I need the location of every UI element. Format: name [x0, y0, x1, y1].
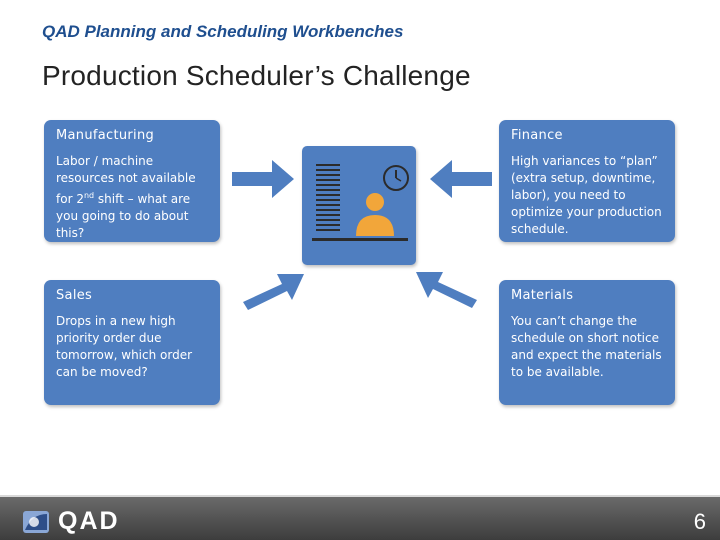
arrow-up-right-icon [240, 264, 306, 312]
finance-body: High variances to “plan” (extra setup, downtime, labor), you need to optimize your production schedule. [511, 154, 662, 236]
qad-logo-text: QAD [58, 507, 120, 535]
qad-logo-icon [22, 510, 52, 534]
finance-box [499, 120, 675, 242]
arrow-left-icon [428, 158, 492, 200]
manufacturing-body-text-cont: shift – what are you going to do about this? [56, 192, 191, 240]
sales-box [44, 280, 220, 405]
clock-icon [384, 166, 408, 190]
arrow-right-icon [232, 158, 296, 200]
finance-heading: Finance [511, 128, 563, 143]
manufacturing-heading: Manufacturing [56, 128, 155, 143]
arrow-up-left-icon [414, 262, 480, 310]
materials-box [499, 280, 675, 405]
page-number: 6 [693, 509, 706, 534]
schedule-list-icon [302, 146, 416, 265]
manufacturing-box [44, 120, 220, 242]
manufacturing-body-text: Labor / machine resources not available for 2 [56, 154, 196, 206]
manufacturing-body-superscript: nd [83, 191, 95, 200]
deck-kicker: QAD Planning and Scheduling Workbenches [42, 22, 404, 41]
sales-heading: Sales [56, 288, 93, 303]
materials-body: You can’t change the schedule on short notice and expect the materials to be available. [511, 314, 662, 379]
page-title: Production Scheduler’s Challenge [42, 60, 471, 91]
scheduler-icon [302, 146, 416, 265]
sales-body: Drops in a new high priority order due tomorrow, which order can be moved? [56, 314, 193, 379]
materials-heading: Materials [511, 288, 574, 303]
person-icon [356, 193, 394, 236]
manufacturing-body [56, 153, 210, 242]
